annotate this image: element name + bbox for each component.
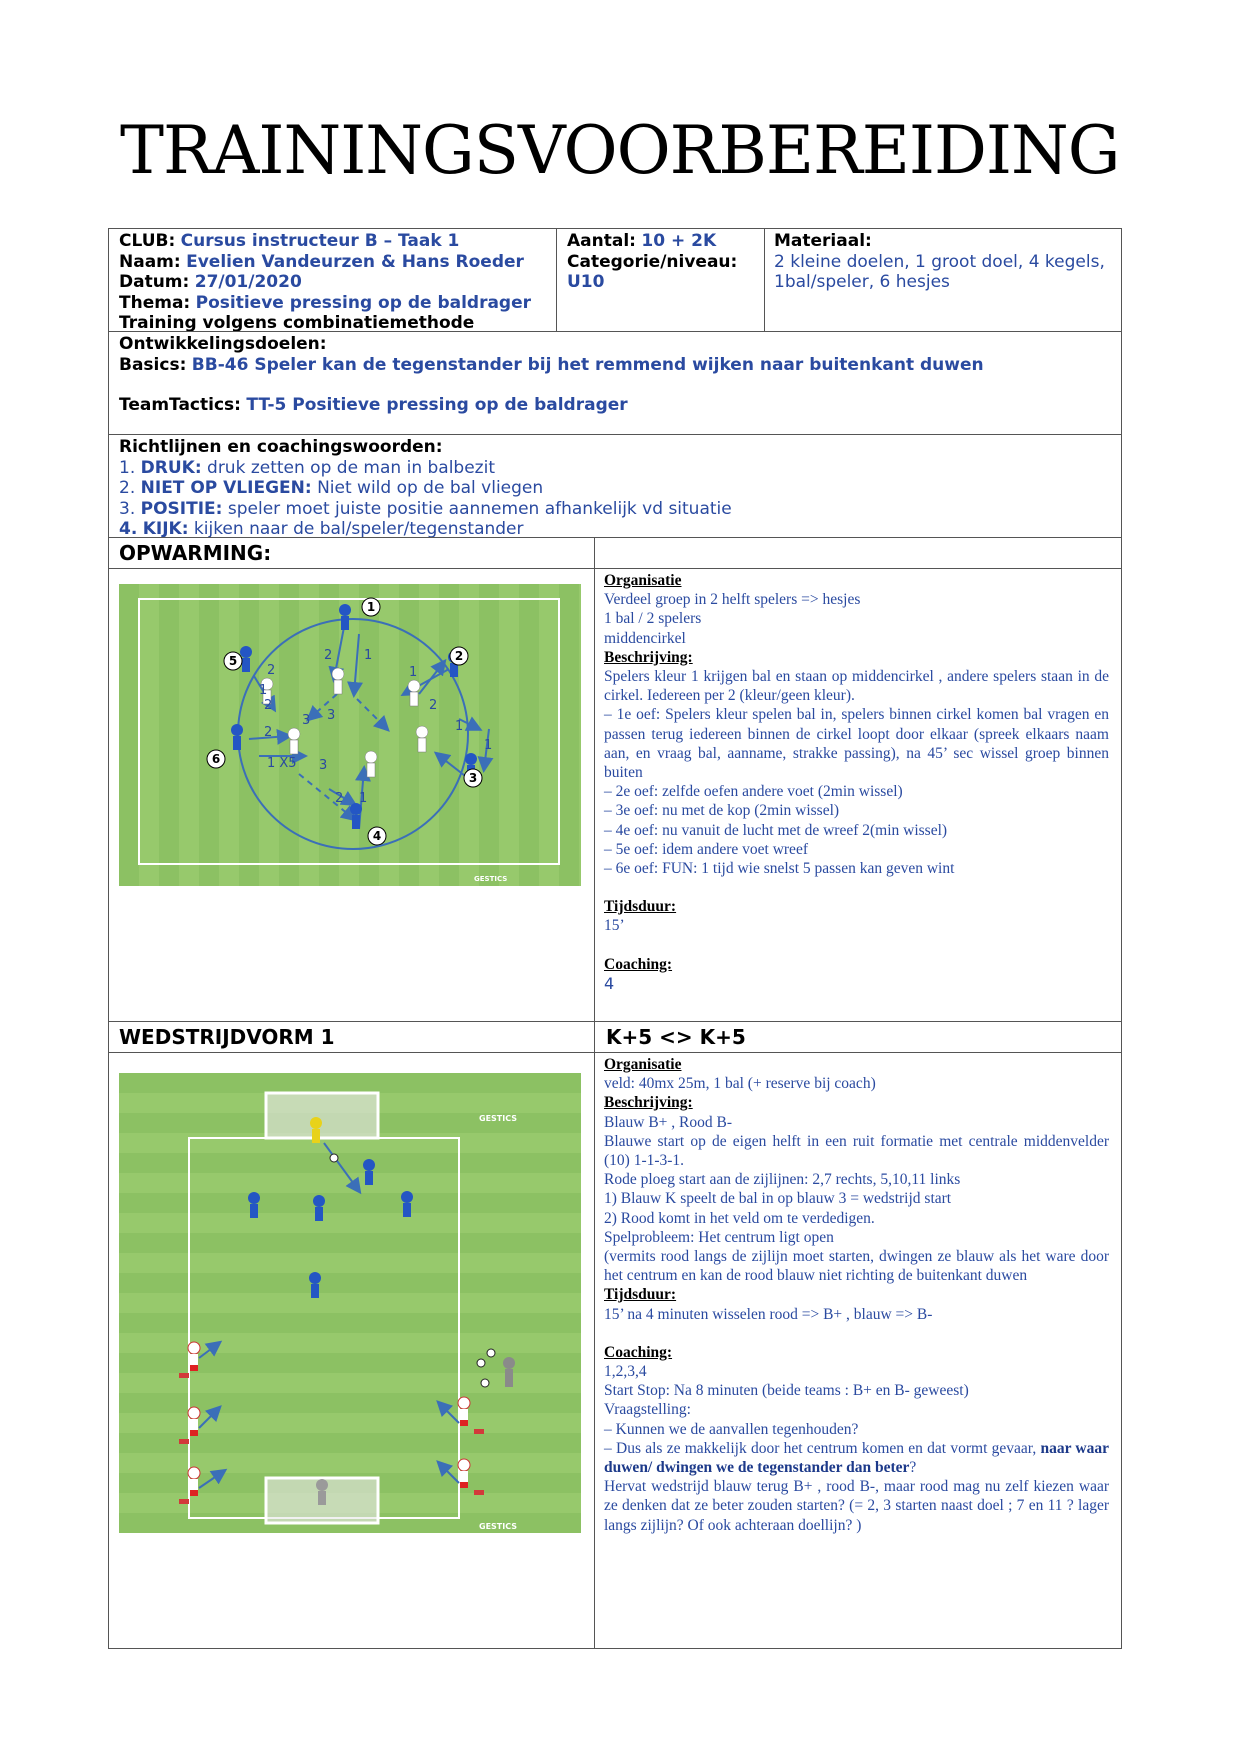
org-line: Verdeel groep in 2 helft spelers => hesjes <box>604 591 861 609</box>
brand-label-bottom: GESTICS <box>479 1522 518 1531</box>
naam-value: Evelien Vandeurzen & Hans Roeder <box>186 251 524 272</box>
teamtactics-label: TeamTactics: <box>119 395 241 415</box>
header-table <box>108 228 1122 332</box>
tijdsduur-value: 15’ na 4 minuten wisselen rood => B+ , blauw => B- <box>604 1305 933 1323</box>
beschrijving-line: Blauw B+ , Rood B- <box>604 1113 733 1131</box>
svg-text:3: 3 <box>302 713 311 728</box>
beschrijving-heading: Beschrijving: <box>604 1094 693 1112</box>
materiaal-label: Materiaal: <box>774 231 872 251</box>
step-line: – 4e oef: nu vanuit de lucht met de wreef 2(min wissel) <box>604 821 948 839</box>
step-line: – 6e oef: FUN: 1 tijd wie snelst 5 passen kan geven wint <box>604 860 955 878</box>
brand-label: GESTICS <box>474 875 508 883</box>
beschrijving-heading: Beschrijving: <box>604 648 693 666</box>
doelen-box <box>108 331 1122 435</box>
richtlijnen-heading: Richtlijnen en coachingswoorden: <box>119 437 443 457</box>
coaching-heading: Coaching: <box>604 955 673 973</box>
svg-text:2: 2 <box>264 698 273 713</box>
question-mark: ? <box>909 1459 917 1477</box>
step-line: – 2e oef: zelfde oefen andere voet (2min wissel) <box>604 783 903 801</box>
opwarming-text <box>604 571 1109 993</box>
tijdsduur-value: 15’ <box>604 917 625 935</box>
aantal-value: 10 + 2K <box>641 231 717 251</box>
opwarming-title: OPWARMING: <box>119 541 272 565</box>
wedstrijd-header-row <box>108 1021 1122 1053</box>
question-bold: naar waar duwen/ dwingen we de tegenstander dan beter <box>604 1439 1109 1477</box>
svg-text:3: 3 <box>327 708 336 723</box>
item-number: 2. <box>119 478 136 498</box>
org-line: veld: 40mx 25m, 1 bal (+ reserve bij coach) <box>604 1075 876 1093</box>
beschrijving-line: 1) Blauw K speelt de bal in op blauw 3 = wedstrijd start <box>604 1190 952 1208</box>
categorie-value: U10 <box>567 272 605 292</box>
beschrijving-para: (vermits rood langs de zijlijn moet starten, dwingen ze blauw als het ware door het centrum en kan de rood blauw niet richting de buitenkant duwen <box>604 1248 1109 1285</box>
teamtactics-value: TT-5 Positieve pressing op de baldrager <box>246 395 628 415</box>
materiaal-value: 2 kleine doelen, 1 groot doel, 4 kegels, 1bal/speler, 6 hesjes <box>774 251 1105 292</box>
pitch-grass <box>119 584 581 886</box>
svg-text:1: 1 <box>359 791 368 806</box>
item-keyword: KIJK: <box>142 519 189 539</box>
coaching-line: Start Stop: Na 8 minuten (beide teams : B+ en B- geweest) <box>604 1382 969 1400</box>
item-number: 1. <box>119 457 136 478</box>
item-number: 4. <box>119 519 138 539</box>
datum-label: Datum: <box>119 272 190 292</box>
header-left-cell <box>119 231 549 334</box>
svg-text:6: 6 <box>211 752 221 766</box>
beschrijving-line: 2) Rood komt in het veld om te verdedigen. <box>604 1209 875 1227</box>
beschrijving-line: Spelprobleem: Het centrum ligt open <box>604 1228 834 1246</box>
svg-text:1: 1 <box>409 665 418 680</box>
svg-text:1: 1 <box>364 648 373 663</box>
coaching-para: Hervat wedstrijd blauw terug B+ , rood B-, maar rood mag nu zelf kiezen waar ze denken dat ze beter zouden starten? (= 2, 3 starten naast doel ; 7 en 11 ? lager langs zijlijn? Of ook achteraan doellijn? ) <box>604 1478 1109 1534</box>
wedstrijd-text <box>604 1055 1109 1535</box>
richtlijnen-content <box>119 437 1109 540</box>
tijdsduur-heading: Tijdsduur: <box>604 898 677 916</box>
svg-text:2: 2 <box>324 648 333 663</box>
opwarming-diagram <box>119 584 581 886</box>
thema-label: Thema: <box>119 292 191 313</box>
richtlijnen-box <box>108 434 1122 538</box>
wedstrijd-body <box>108 1052 1122 1649</box>
org-heading: Organisatie <box>604 572 682 589</box>
training-method: Training volgens combinatiemethode <box>119 313 475 333</box>
question-text: – Dus als ze makkelijk door het centrum komen en dat vormt gevaar, <box>604 1439 1041 1457</box>
org-line: middencirkel <box>604 629 686 647</box>
opwarming-header-row <box>108 537 1122 569</box>
categorie-label: Categorie/niveau: <box>567 251 738 272</box>
svg-text:3: 3 <box>319 758 328 773</box>
club-label: CLUB: <box>119 231 176 251</box>
doelen-heading: Ontwikkelingsdoelen: <box>119 334 327 354</box>
doelen-content <box>119 334 1109 416</box>
svg-text:3: 3 <box>468 771 478 785</box>
opwarming-body <box>108 568 1122 1022</box>
item-keyword: DRUK: <box>140 457 202 478</box>
item-keyword: NIET OP VLIEGEN: <box>140 478 312 498</box>
beschrijving-para: Blauwe start op de eigen helft in een ruit formatie met centrale middenvelder (10) 1-1-3-1. <box>604 1132 1109 1170</box>
svg-text:1: 1 <box>455 719 464 734</box>
coaching-line: Vraagstelling: <box>604 1401 691 1419</box>
svg-text:1: 1 <box>366 600 376 614</box>
step-line: – 5e oef: idem andere voet wreef <box>604 840 808 858</box>
brand-label-top: GESTICS <box>479 1114 518 1123</box>
big-goal <box>266 1093 378 1138</box>
item-text: speler moet juiste positie aannemen afhankelijk vd situatie <box>227 498 732 519</box>
coaching-value: 4 <box>604 973 615 993</box>
svg-text:1 X5: 1 X5 <box>267 756 297 771</box>
svg-text:2: 2 <box>267 663 276 678</box>
datum-value: 27/01/2020 <box>194 272 302 292</box>
coaching-question <box>604 1439 1109 1477</box>
coaching-heading: Coaching: <box>604 1343 673 1361</box>
header-right-cell <box>774 231 1114 293</box>
tijdsduur-heading: Tijdsduur: <box>604 1286 677 1304</box>
richtlijn-item <box>119 458 1109 479</box>
org-line: 1 bal / 2 spelers <box>604 610 702 628</box>
svg-text:5: 5 <box>228 654 238 668</box>
svg-text:2: 2 <box>335 791 344 806</box>
wedstrijd-diagram <box>119 1073 581 1533</box>
thema-value: Positieve pressing op de baldrager <box>195 292 532 313</box>
coaching-line: – Kunnen we de aanvallen tegenhouden? <box>604 1420 859 1438</box>
page-title: TRAININGSVOORBEREIDING <box>120 112 1120 189</box>
svg-text:1: 1 <box>259 683 268 698</box>
wedstrijd-title: WEDSTRIJDVORM 1 <box>119 1025 335 1049</box>
beschrijving-line: Rode ploeg start aan de zijlijnen: 2,7 rechts, 5,10,11 links <box>604 1171 961 1189</box>
basics-value: BB-46 Speler kan de tegenstander bij het remmend wijken naar buitenkant duwen <box>191 354 984 375</box>
item-number: 3. <box>119 498 136 519</box>
aantal-label: Aantal: <box>567 231 636 251</box>
svg-text:2: 2 <box>454 649 464 663</box>
club-value: Cursus instructeur B – Taak 1 <box>180 231 460 251</box>
svg-text:2: 2 <box>264 725 273 740</box>
wedstrijd-title-right: K+5 <> K+5 <box>606 1025 746 1049</box>
beschrijving-p2: – 1e oef: Spelers kleur spelen bal in, spelers binnen cirkel komen bal vragen en passen terug iedereen binnen de cirkel loopt door elkaar (spreek elkaars naam aan, en vraag bal, aanname, strakke passing), na 45’ sec wissel groep binnen buiten <box>604 706 1109 782</box>
richtlijn-item <box>119 478 1109 499</box>
svg-text:1: 1 <box>484 738 493 753</box>
beschrijving-p1: Spelers kleur 1 krijgen bal en staan op middencirkel , andere spelers staan in de cirkel. Iedereen per 2 (kleur/geen kleur). <box>604 668 1109 705</box>
item-keyword: POSITIE: <box>140 498 223 519</box>
svg-text:2: 2 <box>429 698 438 713</box>
item-text: Niet wild op de bal vliegen <box>317 478 544 498</box>
item-text: kijken naar de bal/speler/tegenstander <box>193 519 524 539</box>
svg-text:4: 4 <box>372 829 382 843</box>
naam-label: Naam: <box>119 251 181 272</box>
coaching-line: 1,2,3,4 <box>604 1363 647 1381</box>
item-text: druk zetten op de man in balbezit <box>207 457 495 478</box>
org-heading: Organisatie <box>604 1056 682 1073</box>
step-line: – 3e oef: nu met de kop (2min wissel) <box>604 802 840 820</box>
header-middle-cell <box>567 231 767 293</box>
basics-label: Basics: <box>119 354 187 375</box>
richtlijn-item <box>119 499 1109 520</box>
